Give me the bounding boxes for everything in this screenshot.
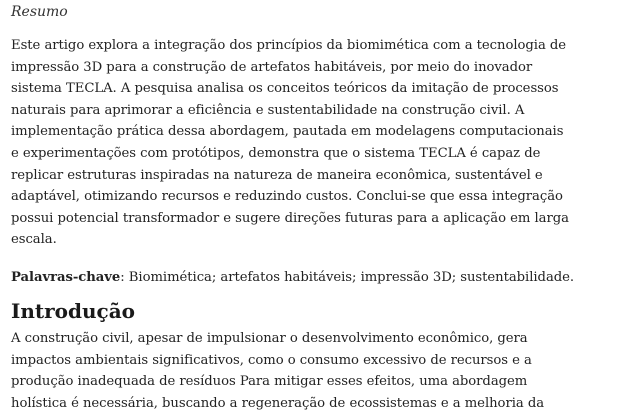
abstract-body [11,35,631,251]
keywords-text: : Biomimética; artefatos habitáveis; impressão 3D; sustentabilidade. [120,269,575,285]
keywords-paragraph [11,268,631,288]
introduction-line: produção inadequada de resíduos Para mitigar esses efeitos, uma abordagem [11,374,528,390]
abstract-line: replicar estruturas inspiradas na natureza de maneira econômica, sustentável e [11,167,543,183]
keywords-label: Palavras-chave [11,269,121,285]
article-page [11,0,631,414]
abstract-line: adaptável, otimizando recursos e reduzindo custos. Conclui-se que essa integração [11,189,563,205]
introduction-line: impactos ambientais significativos, como o consumo excessivo de recursos e a [11,352,532,368]
abstract-line: sistema TECLA. A pesquisa analisa os conceitos teóricos da imitação de processos [11,81,559,97]
introduction-body [11,328,631,414]
abstract-heading: Resumo [11,4,68,20]
abstract-line: implementação prática dessa abordagem, pautada em modelagens computacionais [11,124,564,140]
abstract-line: possui potencial transformador e sugere direções futuras para a aplicação em larga [11,210,569,226]
abstract-line: e experimentações com protótipos, demonstra que o sistema TECLA é capaz de [11,145,541,161]
abstract-line: impressão 3D para a construção de artefatos habitáveis, por meio do inovador [11,59,533,75]
abstract-line: naturais para aprimorar a eficiência e sustentabilidade na construção civil. A [11,102,525,118]
abstract-line: escala. [11,232,57,248]
abstract-line: Este artigo explora a integração dos princípios da biomimética com a tecnologia de [11,38,567,53]
introduction-heading: Introdução [11,298,136,323]
introduction-line: A construção civil, apesar de impulsionar o desenvolvimento econômico, gera [11,330,528,346]
introduction-line: holística é necessária, buscando a regeneração de ecossistemas e a melhoria da [11,395,545,411]
